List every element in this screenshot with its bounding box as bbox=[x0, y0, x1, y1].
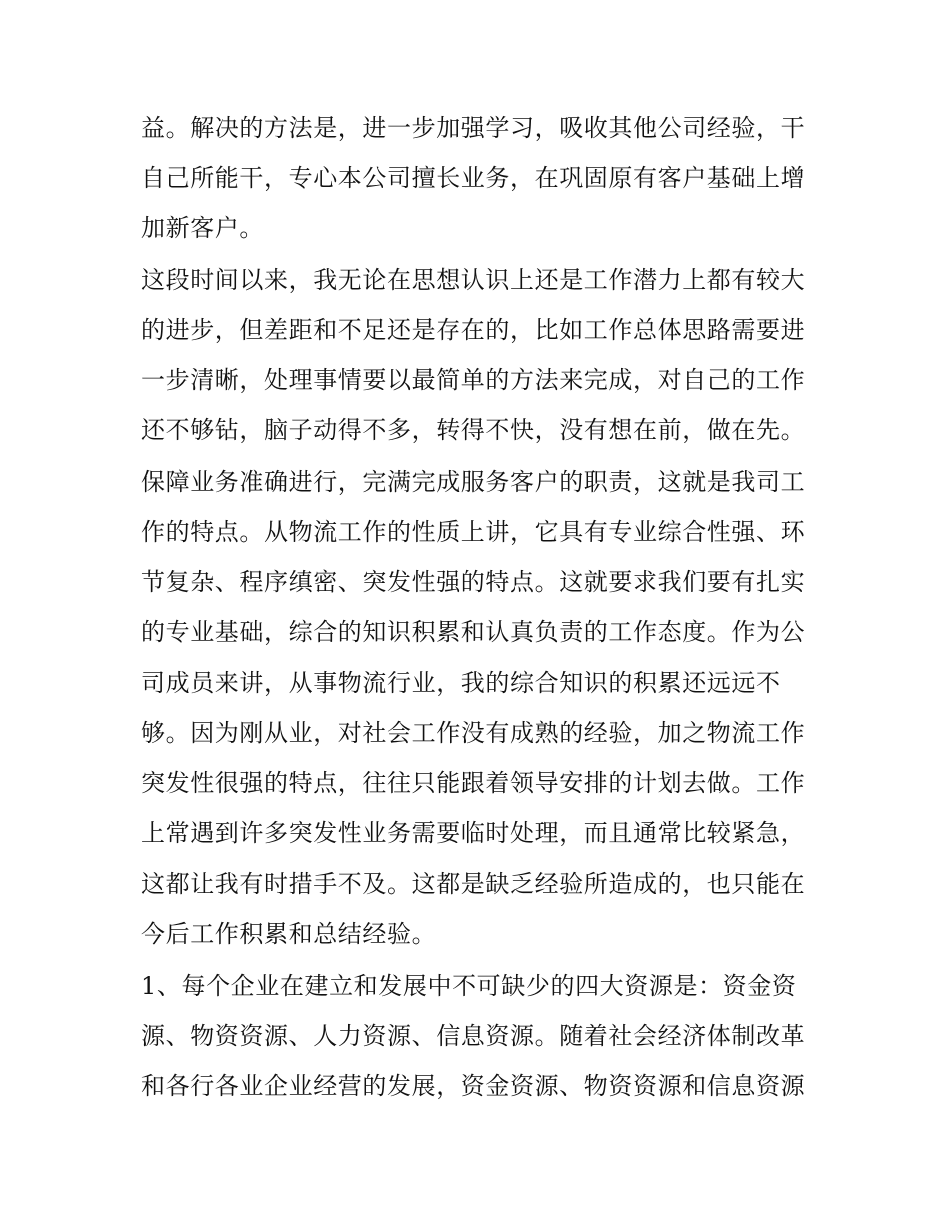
text-line-13: 够。因为刚从业，对社会工作没有成熟的经验，加之物流工作 bbox=[141, 719, 806, 747]
text-line-5: 的进步，但差距和不足还是存在的，比如工作总体思路需要进 bbox=[141, 316, 806, 344]
text-line-17: 今后工作积累和总结经验。 bbox=[141, 920, 437, 948]
text-line-10: 节复杂、程序缜密、突发性强的特点。这就要求我们要有扎实 bbox=[141, 568, 806, 596]
text-line-20: 和各行各业企业经营的发展，资金资源、物资资源和信息资源 bbox=[141, 1072, 806, 1100]
text-line-3: 加新客户。 bbox=[141, 214, 264, 242]
text-line-15: 上常遇到许多突发性业务需要临时处理，而且通常比较紧急， bbox=[141, 819, 806, 847]
text-line-7: 还不够钻，脑子动得不多，转得不快，没有想在前，做在先。 bbox=[141, 416, 806, 444]
text-line-19: 源、物资资源、人力资源、信息资源。随着社会经济体制改革 bbox=[141, 1022, 806, 1050]
text-line-2: 自己所能干，专心本公司擅长业务，在巩固原有客户基础上增 bbox=[141, 164, 806, 192]
text-line-8: 保障业务准确进行，完满完成服务客户的职责，这就是我司工 bbox=[141, 468, 806, 496]
text-line-16: 这都让我有时措手不及。这都是缺乏经验所造成的，也只能在 bbox=[141, 870, 806, 898]
text-line-18: 1、每个企业在建立和发展中不可缺少的四大资源是：资金资 bbox=[141, 972, 797, 1000]
text-line-9: 作的特点。从物流工作的性质上讲，它具有专业综合性强、环 bbox=[141, 518, 806, 546]
text-line-4: 这段时间以来，我无论在思想认识上还是工作潜力上都有较大 bbox=[141, 266, 806, 294]
text-line-11: 的专业基础，综合的知识积累和认真负责的工作态度。作为公 bbox=[141, 618, 806, 646]
text-line-6: 一步清晰，处理事情要以最简单的方法来完成，对自己的工作 bbox=[141, 366, 806, 394]
text-line-1: 益。解决的方法是，进一步加强学习，吸收其他公司经验，干 bbox=[141, 114, 806, 142]
text-line-14: 突发性很强的特点，往往只能跟着领导安排的计划去做。工作 bbox=[141, 769, 806, 797]
text-line-12: 司成员来讲，从事物流行业，我的综合知识的积累还远远不 bbox=[141, 669, 781, 697]
